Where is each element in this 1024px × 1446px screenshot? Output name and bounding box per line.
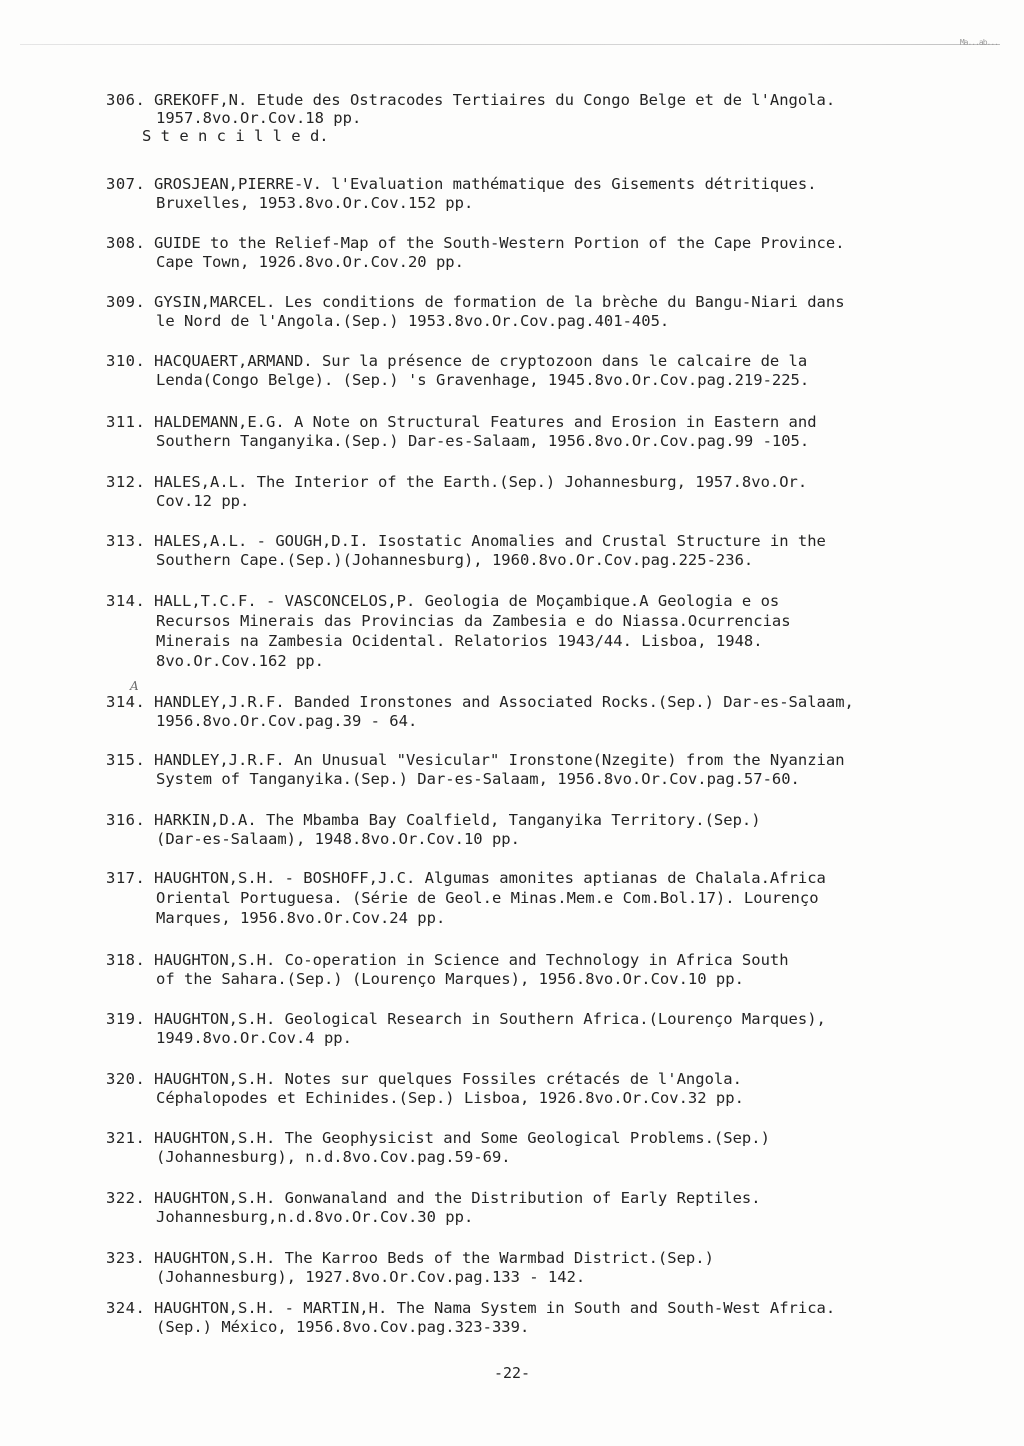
entry-number: 307. — [106, 175, 146, 193]
entry-number: 312. — [106, 473, 146, 491]
entry-number: 314. — [106, 693, 146, 711]
entry-detail-line: 1957.8vo.Or.Cov.18 pp. — [156, 109, 362, 127]
entry-detail-line: Marques, 1956.8vo.Or.Cov.24 pp. — [156, 909, 446, 927]
entry-number: 314. — [106, 592, 146, 610]
entry-title-line: GUIDE to the Relief-Map of the South-Western Portion of the Cape Province. — [154, 234, 845, 252]
entry-detail-line: 1956.8vo.Or.Cov.pag.39 - 64. — [156, 712, 418, 730]
entry-title-line: HARKIN,D.A. The Mbamba Bay Coalfield, Tanganyika Territory.(Sep.) — [154, 811, 761, 829]
entry-number: 309. — [106, 293, 146, 311]
entry-title-line: HAUGHTON,S.H. Geological Research in Southern Africa.(Lourenço Marques), — [154, 1010, 826, 1028]
entry-detail-line: 1949.8vo.Or.Cov.4 pp. — [156, 1029, 352, 1047]
entry-number: 310. — [106, 352, 146, 370]
entry-detail-line: (Johannesburg), n.d.8vo.Cov.pag.59-69. — [156, 1148, 511, 1166]
entry-detail-line: Minerais na Zambesia Ocidental. Relatorios 1943/44. Lisboa, 1948. — [156, 632, 763, 650]
entry-number: 317. — [106, 869, 146, 887]
entry-detail-line: le Nord de l'Angola.(Sep.) 1953.8vo.Or.Cov.pag.401-405. — [156, 312, 670, 330]
entry-number: 321. — [106, 1129, 146, 1147]
entry-number: 319. — [106, 1010, 146, 1028]
entry-detail-line: Lenda(Congo Belge). (Sep.) 's Gravenhage, 1945.8vo.Or.Cov.pag.219-225. — [156, 371, 810, 389]
entry-number-suffix: A — [130, 679, 139, 693]
entry-title-line: HALES,A.L. The Interior of the Earth.(Sep.) Johannesburg, 1957.8vo.Or. — [154, 473, 808, 491]
entry-title-line: HAUGHTON,S.H. Gonwanaland and the Distribution of Early Reptiles. — [154, 1189, 761, 1207]
entry-title-line: HANDLEY,J.R.F. An Unusual "Vesicular" Ironstone(Nzegite) from the Nyanzian — [154, 751, 845, 769]
top-rule — [20, 44, 1000, 45]
entry-detail-line: Cape Town, 1926.8vo.Or.Cov.20 pp. — [156, 253, 464, 271]
entry-title-line: GYSIN,MARCEL. Les conditions de formation de la brèche du Bangu-Niari dans — [154, 293, 845, 311]
entry-number: 306. — [106, 91, 146, 109]
entry-detail-line: Recursos Minerais das Provincias da Zambesia e do Niassa.Ocurrencias — [156, 612, 791, 630]
entry-number: 320. — [106, 1070, 146, 1088]
entry-number: 308. — [106, 234, 146, 252]
entry-detail-line: (Johannesburg), 1927.8vo.Or.Cov.pag.133 - 142. — [156, 1268, 586, 1286]
entry-detail-line: Johannesburg,n.d.8vo.Or.Cov.30 pp. — [156, 1208, 474, 1226]
entry-detail-line: 8vo.Or.Cov.162 pp. — [156, 652, 324, 670]
entry-detail-line: Bruxelles, 1953.8vo.Or.Cov.152 pp. — [156, 194, 474, 212]
corner-mark: Ma...ab... — [959, 38, 998, 47]
entry-number: 318. — [106, 951, 146, 969]
entry-detail-line: (Sep.) México, 1956.8vo.Cov.pag.323-339. — [156, 1318, 530, 1336]
entry-title-line: HALES,A.L. - GOUGH,D.I. Isostatic Anomalies and Crustal Structure in the — [154, 532, 826, 550]
entry-title-line: HAUGHTON,S.H. Notes sur quelques Fossiles crétacés de l'Angola. — [154, 1070, 742, 1088]
entry-title-line: HAUGHTON,S.H. The Geophysicist and Some Geological Problems.(Sep.) — [154, 1129, 770, 1147]
entry-title-line: GREKOFF,N. Etude des Ostracodes Tertiaires du Congo Belge et de l'Angola. — [154, 91, 836, 109]
page-number: -22- — [493, 1364, 531, 1382]
entry-detail-line: Southern Cape.(Sep.)(Johannesburg), 1960.8vo.Or.Cov.pag.225-236. — [156, 551, 754, 569]
entry-detail-line: of the Sahara.(Sep.) (Lourenço Marques), 1956.8vo.Or.Cov.10 pp. — [156, 970, 744, 988]
entry-detail-line: Oriental Portuguesa. (Série de Geol.e Minas.Mem.e Com.Bol.17). Lourenço — [156, 889, 819, 907]
entry-title-line: HALL,T.C.F. - VASCONCELOS,P. Geologia de Moçambique.A Geologia e os — [154, 592, 780, 610]
entry-number: 313. — [106, 532, 146, 550]
entry-title-line: HAUGHTON,S.H. - MARTIN,H. The Nama System in South and South-West Africa. — [154, 1299, 836, 1317]
entry-number: 311. — [106, 413, 146, 431]
entry-title-line: HALDEMANN,E.G. A Note on Structural Features and Erosion in Eastern and — [154, 413, 817, 431]
entry-number: 315. — [106, 751, 146, 769]
entry-number: 323. — [106, 1249, 146, 1267]
entry-title-line: HAUGHTON,S.H. The Karroo Beds of the Warmbad District.(Sep.) — [154, 1249, 714, 1267]
entry-detail-line: System of Tanganyika.(Sep.) Dar-es-Salaam, 1956.8vo.Or.Cov.pag.57-60. — [156, 770, 800, 788]
entry-title-line: HANDLEY,J.R.F. Banded Ironstones and Associated Rocks.(Sep.) Dar-es-Salaam, — [154, 693, 854, 711]
entry-detail-line: Cov.12 pp. — [156, 492, 250, 510]
entry-title-line: HAUGHTON,S.H. Co-operation in Science and Technology in Africa South — [154, 951, 789, 969]
entry-number: 322. — [106, 1189, 146, 1207]
entry-title-line: HAUGHTON,S.H. - BOSHOFF,J.C. Algumas amonites aptianas de Chalala.Africa — [154, 869, 826, 887]
entry-detail-line: Southern Tanganyika.(Sep.) Dar-es-Salaam, 1956.8vo.Or.Cov.pag.99 -105. — [156, 432, 810, 450]
entry-detail-line: Céphalopodes et Echinides.(Sep.) Lisboa, 1926.8vo.Or.Cov.32 pp. — [156, 1089, 744, 1107]
entry-number: 316. — [106, 811, 146, 829]
entry-detail-line: (Dar-es-Salaam), 1948.8vo.Or.Cov.10 pp. — [156, 830, 520, 848]
entry-detail-line: S t e n c i l l e d. — [142, 127, 329, 145]
entry-title-line: HACQUAERT,ARMAND. Sur la présence de cryptozoon dans le calcaire de la — [154, 352, 808, 370]
entry-number: 324. — [106, 1299, 146, 1317]
entry-title-line: GROSJEAN,PIERRE-V. l'Evaluation mathématique des Gisements détritiques. — [154, 175, 817, 193]
